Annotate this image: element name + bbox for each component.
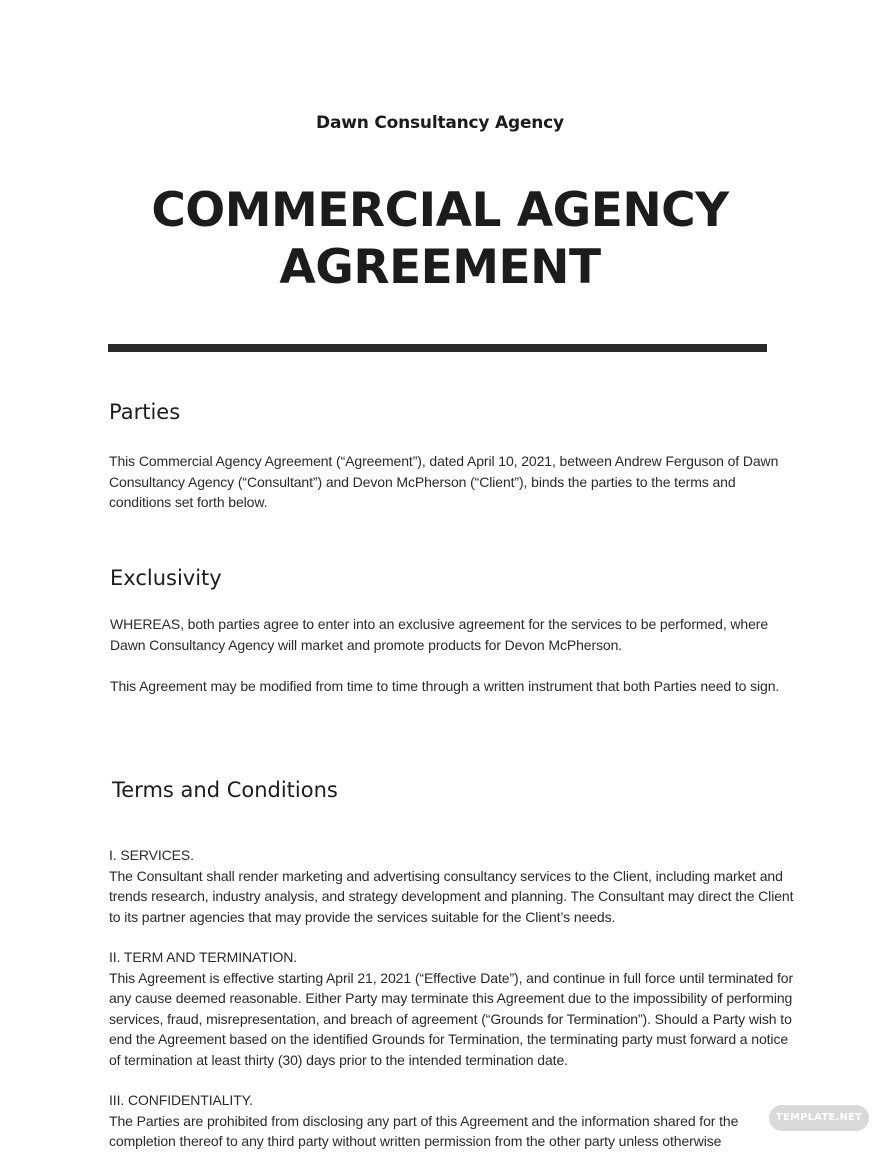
clause-confidentiality — [109, 1090, 759, 1152]
clause-body: The Parties are prohibited from disclosing any part of this Agreement and the information shared for the completion thereof to any third party without written permission from the other party unless otherwise — [109, 1112, 739, 1150]
section-heading-terms: Terms and Conditions — [112, 778, 338, 802]
template-net-watermark: TEMPLATE.NET — [769, 1105, 869, 1131]
document-title — [0, 182, 880, 296]
section-heading-exclusivity: Exclusivity — [110, 566, 222, 590]
title-line-1: COMMERCIAL AGENCY — [151, 183, 729, 238]
exclusivity-paragraph-2: This Agreement may be modified from time to time through a written instrument that both Parties need to sign. — [110, 678, 780, 694]
parties-paragraph: This Commercial Agency Agreement (“Agreement”), dated April 10, 2021, between Andrew Ferguson of Dawn Consultancy Agency (“Consultant”) and Devon McPherson (“Client”), binds the parties to the terms and conditions set forth below. — [109, 453, 779, 511]
clause-title: III. CONFIDENTIALITY. — [109, 1092, 253, 1108]
header-divider — [108, 344, 767, 352]
clause-title: II. TERM AND TERMINATION. — [109, 949, 298, 965]
clause-body: This Agreement is effective starting April 21, 2021 (“Effective Date”), and continue in full force until terminated for any cause deemed reasonable. Either Party may terminate this Agreement due to the impossibility of performing services, fraud, misrepresentation, and breach of agreement (“Grounds for Termination”). Should a Party wish to end the Agreement based on the identified Grounds for Termination, the terminating party must forward a notice of termination at least thirty (30) days prior to the intended termination date. — [109, 969, 794, 1068]
clause-title: I. SERVICES. — [109, 847, 194, 863]
clause-term-and-termination — [109, 947, 794, 1071]
clause-body: The Consultant shall render marketing and advertising consultancy services to the Client, including market and trends research, industry analysis, and strategy development and planning. The Consultant may direct the Client to its partner agencies that may provide the services suitable for the Client’s needs. — [109, 867, 794, 925]
exclusivity-paragraph-1: WHEREAS, both parties agree to enter into an exclusive agreement for the services to be performed, where Dawn Consultancy Agency will market and promote products for Devon McPherson. — [110, 616, 769, 653]
section-heading-parties: Parties — [109, 400, 181, 424]
clause-services — [109, 845, 794, 927]
title-line-2: AGREEMENT — [279, 240, 601, 295]
company-name: Dawn Consultancy Agency — [316, 113, 564, 133]
